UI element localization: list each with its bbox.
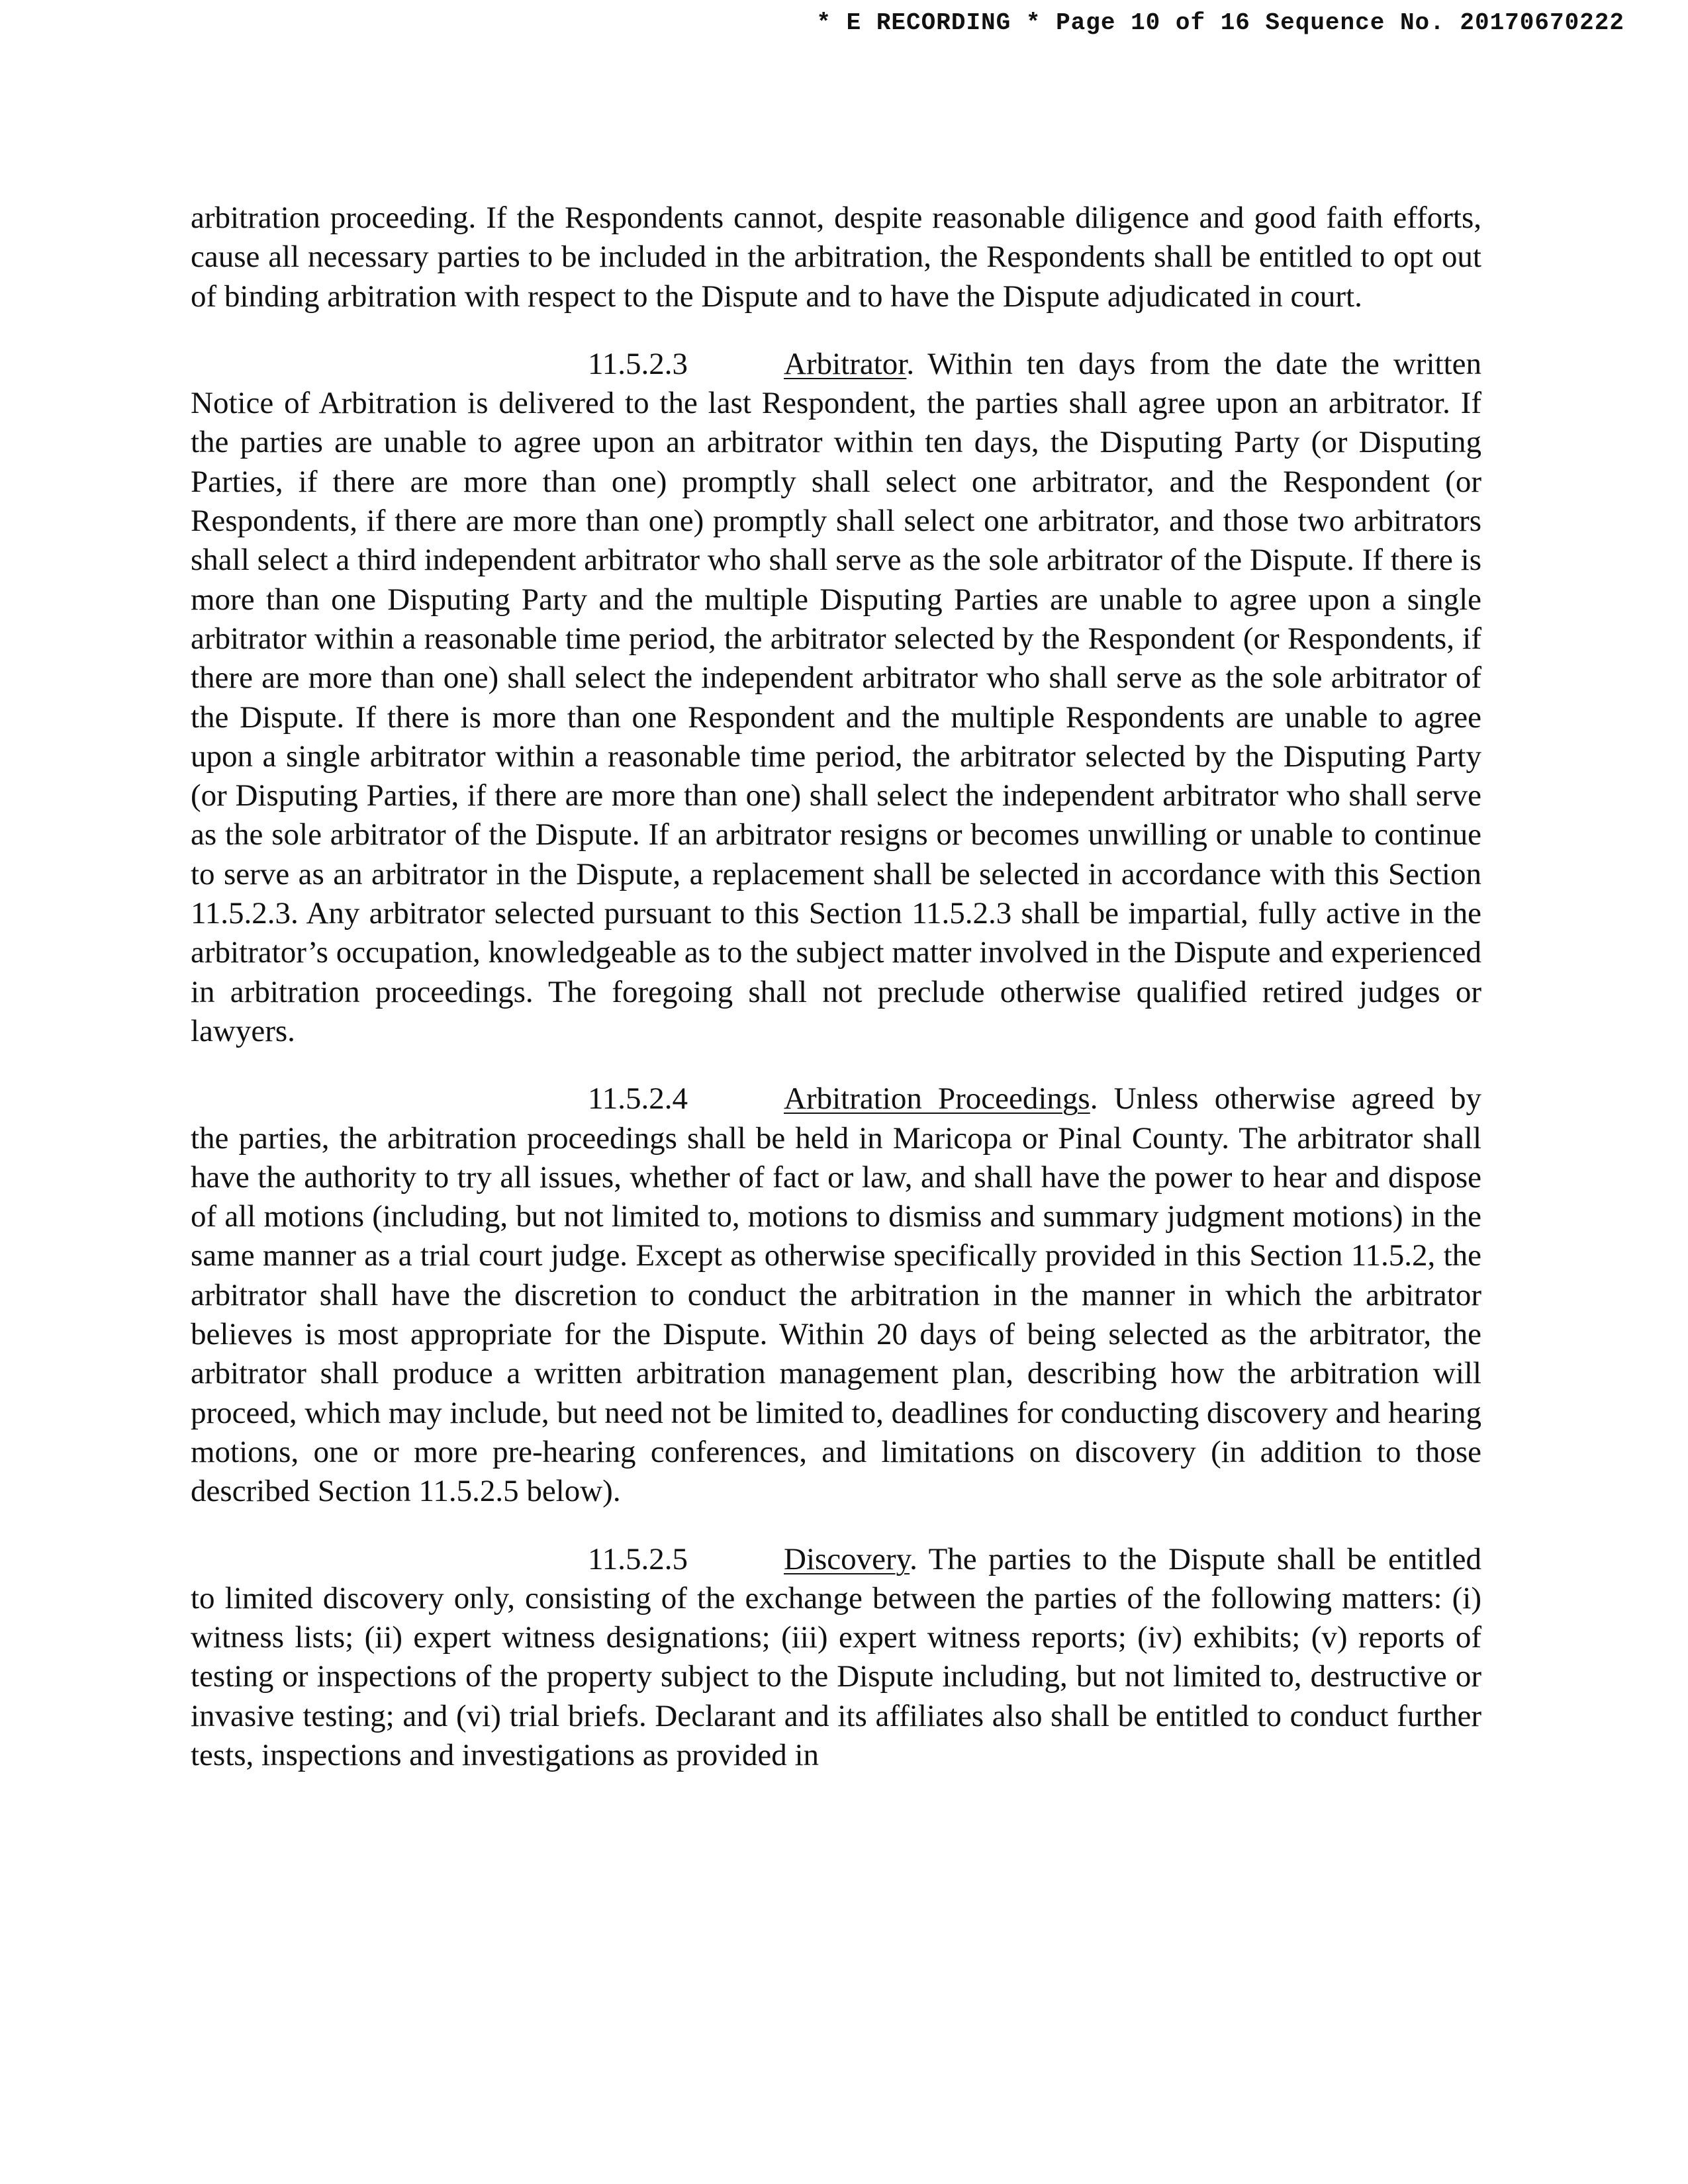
- section-text: . The parties to the Dispute shall be entitled to limited discovery only, consisting of the exchange between the parties of the following matters: (i) witness lists; (ii) expert witness designations; (iii) expert witness reports; (iv) exhibits; (v) reports of testing or inspections of the property subject to the Dispute including, but not limited to, destructive or invasive testing; and (vi) trial briefs. Declarant and its affiliates also shall be entitled to conduct further tests, inspections and investigations as provided in: [191, 1541, 1481, 1772]
- section-title: Discovery: [784, 1541, 910, 1576]
- section-text: . Within ten days from the date the written Notice of Arbitration is delivered to the last Respondent, the parties shall agree upon an arbitrator. If the parties are unable to agree upon an arbitrator within ten days, the Disputing Party (or Disputing Parties, if there are more than one) promptly shall select one arbitrator, and the Respondent (or Respondents, if there are more than one) promptly shall select one arbitrator, and those two arbitrators shall select a third independent arbitrator who shall serve as the sole arbitrator of the Dispute. If there is more than one Disputing Party and the multiple Disputing Parties are unable to agree upon a single arbitrator within a reasonable time period, the arbitrator selected by the Respondent (or Respondents, if there are more than one) shall select the independent arbitrator who shall serve as the sole arbitrator of the Dispute. If there is more than one Respondent and the multiple Respondents are unable to agree upon a single arbitrator within a reasonable time period, the arbitrator selected by the Disputing Party (or Disputing Parties, if there are more than one) shall select the independent arbitrator who shall serve as the sole arbitrator of the Dispute. If an arbitrator resigns or becomes unwilling or unable to continue to serve as an arbitrator in the Dispute, a replacement shall be selected in accordance with this Section 11.5.2.3. Any arbitrator selected pursuant to this Section 11.5.2.3 shall be impartial, fully active in the arbitrator’s occupation, knowledgeable as to the subject matter involved in the Dispute and experienced in arbitration proceedings. The foregoing shall not preclude otherwise qualified retired judges or lawyers.: [191, 346, 1481, 1048]
- section-11-5-2-3: [191, 345, 1481, 1051]
- section-text: . Unless otherwise agreed by the parties, the arbitration proceedings shall be held in Maricopa or Pinal County. The arbitrator shall have the authority to try all issues, whether of fact or law, and shall have the power to hear and dispose of all motions (including, but not limited to, motions to dismiss and summary judgment motions) in the same manner as a trial court judge. Except as otherwise specifically provided in this Section 11.5.2, the arbitrator shall have the discretion to conduct the arbitration in the manner in which the arbitrator believes is most appropriate for the Dispute. Within 20 days of being selected as the arbitrator, the arbitrator shall produce a written arbitration management plan, describing how the arbitration will proceed, which may include, but need not be limited to, deadlines for conducting discovery and hearing motions, one or more pre-hearing conferences, and limitations on discovery (in addition to those described Section 11.5.2.5 below).: [191, 1081, 1481, 1509]
- section-number: 11.5.2.4: [588, 1081, 688, 1116]
- section-title: Arbitration Proceedings: [784, 1081, 1090, 1116]
- section-number: 11.5.2.3: [588, 346, 688, 381]
- recording-header: * E RECORDING * Page 10 of 16 Sequence No. 20170670222: [816, 9, 1624, 36]
- paragraph-continuation: arbitration proceeding. If the Respondents cannot, despite reasonable diligence and good faith efforts, cause all necessary parties to be included in the arbitration, the Respondents shall be entitled to opt out of binding arbitration with respect to the Dispute and to have the Dispute adjudicated in court.: [191, 201, 1481, 314]
- section-number: 11.5.2.5: [588, 1541, 688, 1576]
- section-title: Arbitrator: [784, 346, 907, 381]
- section-11-5-2-5: [191, 1540, 1481, 1776]
- document-body: [191, 199, 1481, 1803]
- section-11-5-2-4: [191, 1079, 1481, 1511]
